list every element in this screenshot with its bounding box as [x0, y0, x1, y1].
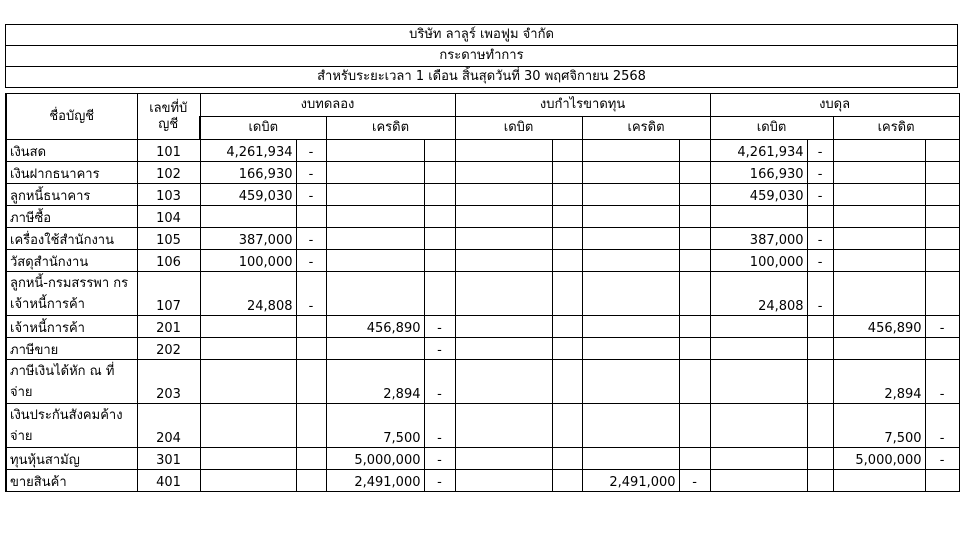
dash-marker [424, 206, 455, 228]
account-code: 202 [137, 338, 200, 360]
dash-marker [679, 316, 710, 338]
amount-bs-dr [710, 470, 807, 492]
table-row [6, 470, 959, 492]
amount-is-cr [582, 162, 679, 184]
amount-tb-dr [200, 360, 296, 404]
dash-marker [679, 184, 710, 206]
dash-marker [679, 162, 710, 184]
header-is-debit: เดบิต [455, 117, 582, 140]
dash-marker [807, 316, 833, 338]
amount-is-dr [455, 206, 552, 228]
dash-marker: - [424, 316, 455, 338]
worksheet-body [6, 140, 959, 492]
amount-is-dr [455, 338, 552, 360]
dash-marker [552, 470, 582, 492]
dash-marker [807, 206, 833, 228]
amount-bs-cr [833, 140, 925, 162]
table-row [6, 250, 959, 272]
amount-is-dr [455, 228, 552, 250]
amount-bs-cr [833, 228, 925, 250]
dash-marker [679, 360, 710, 404]
document-title: กระดาษทำการ [6, 46, 958, 67]
amount-is-dr [455, 162, 552, 184]
amount-bs-dr: 24,808 [710, 272, 807, 316]
dash-marker [552, 272, 582, 316]
amount-is-cr [582, 228, 679, 250]
dash-marker [552, 250, 582, 272]
header-trial-balance: งบทดลอง [200, 94, 455, 117]
header-tb-debit: เดบิต [200, 117, 326, 140]
dash-marker [679, 272, 710, 316]
table-row [6, 272, 959, 316]
account-code: 106 [137, 250, 200, 272]
dash-marker [807, 470, 833, 492]
dash-marker [807, 404, 833, 448]
account-name: ทุนหุ้นสามัญ [6, 448, 137, 470]
amount-bs-cr [833, 338, 925, 360]
account-code: 105 [137, 228, 200, 250]
account-name: ขายสินค้า [6, 470, 137, 492]
dash-marker [679, 206, 710, 228]
dash-marker: - [925, 448, 959, 470]
amount-bs-cr [833, 250, 925, 272]
amount-bs-dr: 4,261,934 [710, 140, 807, 162]
dash-marker [807, 360, 833, 404]
amount-tb-cr [326, 272, 424, 316]
amount-tb-dr: 100,000 [200, 250, 296, 272]
amount-tb-cr [326, 184, 424, 206]
dash-marker [679, 404, 710, 448]
amount-tb-dr [200, 316, 296, 338]
account-name: เงินสด [6, 140, 137, 162]
amount-bs-cr [833, 184, 925, 206]
account-code: 301 [137, 448, 200, 470]
dash-marker: - [424, 360, 455, 404]
dash-marker [552, 162, 582, 184]
amount-tb-cr [326, 250, 424, 272]
table-row [6, 360, 959, 404]
account-name: วัสดุสำนักงาน [6, 250, 137, 272]
dash-marker: - [679, 470, 710, 492]
account-code: 203 [137, 360, 200, 404]
dash-marker [925, 140, 959, 162]
header-account-name: ชื่อบัญชี [6, 94, 137, 140]
dash-marker [807, 448, 833, 470]
dash-marker: - [807, 162, 833, 184]
amount-is-cr [582, 360, 679, 404]
amount-is-cr [582, 316, 679, 338]
account-code: 401 [137, 470, 200, 492]
dash-marker [925, 470, 959, 492]
table-row [6, 316, 959, 338]
amount-is-cr [582, 404, 679, 448]
amount-tb-dr [200, 338, 296, 360]
header-account-no: เลขที่บั ญชี [137, 94, 200, 140]
amount-tb-cr: 5,000,000 [326, 448, 424, 470]
amount-is-cr [582, 250, 679, 272]
amount-bs-dr [710, 448, 807, 470]
amount-is-cr [582, 272, 679, 316]
dash-marker [552, 360, 582, 404]
dash-marker [552, 228, 582, 250]
amount-tb-cr: 7,500 [326, 404, 424, 448]
dash-marker: - [424, 448, 455, 470]
account-name: เครื่องใช้สำนักงาน [6, 228, 137, 250]
dash-marker [925, 228, 959, 250]
amount-tb-cr: 456,890 [326, 316, 424, 338]
amount-bs-dr [710, 360, 807, 404]
dash-marker [925, 250, 959, 272]
dash-marker [424, 162, 455, 184]
header-bs-debit: เดบิต [710, 117, 833, 140]
dash-marker: - [296, 228, 326, 250]
header-is-credit: เครดิต [582, 117, 710, 140]
account-code: 107 [137, 272, 200, 316]
dash-marker [296, 360, 326, 404]
dash-marker [552, 206, 582, 228]
dash-marker [296, 448, 326, 470]
amount-is-cr [582, 206, 679, 228]
dash-marker [552, 404, 582, 448]
amount-tb-dr: 4,261,934 [200, 140, 296, 162]
amount-tb-dr: 24,808 [200, 272, 296, 316]
amount-bs-dr [710, 338, 807, 360]
dash-marker [679, 448, 710, 470]
amount-tb-dr [200, 206, 296, 228]
amount-bs-dr [710, 404, 807, 448]
account-code: 102 [137, 162, 200, 184]
amount-bs-cr: 2,894 [833, 360, 925, 404]
dash-marker [296, 404, 326, 448]
amount-bs-cr: 5,000,000 [833, 448, 925, 470]
dash-marker [424, 272, 455, 316]
amount-tb-cr [326, 228, 424, 250]
dash-marker [552, 140, 582, 162]
dash-marker: - [424, 470, 455, 492]
amount-bs-cr [833, 206, 925, 228]
dash-marker: - [296, 140, 326, 162]
amount-is-dr [455, 272, 552, 316]
dash-marker: - [807, 184, 833, 206]
amount-is-dr [455, 140, 552, 162]
account-name: เงินประกันสังคมค้างจ่าย [6, 404, 137, 448]
amount-bs-cr: 7,500 [833, 404, 925, 448]
dash-marker [552, 184, 582, 206]
amount-bs-cr [833, 272, 925, 316]
amount-bs-dr: 459,030 [710, 184, 807, 206]
dash-marker: - [424, 404, 455, 448]
amount-is-dr [455, 316, 552, 338]
amount-is-dr [455, 404, 552, 448]
amount-is-cr [582, 184, 679, 206]
table-row [6, 184, 959, 206]
account-code: 204 [137, 404, 200, 448]
dash-marker: - [296, 250, 326, 272]
dash-marker [679, 338, 710, 360]
account-name: เจ้าหนี้การค้า [6, 316, 137, 338]
account-code: 101 [137, 140, 200, 162]
amount-bs-cr: 456,890 [833, 316, 925, 338]
dash-marker [679, 228, 710, 250]
account-name: ภาษีขาย [6, 338, 137, 360]
dash-marker [424, 250, 455, 272]
dash-marker [296, 338, 326, 360]
dash-marker [925, 272, 959, 316]
dash-marker: - [296, 162, 326, 184]
header-balance-sheet: งบดุล [710, 94, 959, 117]
dash-marker [679, 250, 710, 272]
amount-tb-cr: 2,491,000 [326, 470, 424, 492]
dash-marker [424, 140, 455, 162]
dash-marker: - [807, 228, 833, 250]
table-row [6, 162, 959, 184]
table-row [6, 228, 959, 250]
dash-marker: - [296, 184, 326, 206]
account-name: เงินฝากธนาคาร [6, 162, 137, 184]
amount-is-dr [455, 448, 552, 470]
amount-bs-dr: 100,000 [710, 250, 807, 272]
dash-marker: - [925, 360, 959, 404]
amount-is-dr [455, 360, 552, 404]
amount-tb-cr [326, 206, 424, 228]
amount-bs-dr [710, 316, 807, 338]
table-row [6, 206, 959, 228]
amount-tb-dr: 459,030 [200, 184, 296, 206]
dash-marker: - [807, 250, 833, 272]
header-income-statement: งบกำไรขาดทุน [455, 94, 710, 117]
dash-marker [925, 162, 959, 184]
title-block [5, 24, 958, 88]
amount-tb-dr [200, 448, 296, 470]
amount-bs-cr [833, 470, 925, 492]
dash-marker: - [807, 140, 833, 162]
account-code: 201 [137, 316, 200, 338]
amount-is-cr [582, 338, 679, 360]
company-name: บริษัท ลาลูร์ เพอฟูม จำกัด [6, 25, 958, 46]
amount-tb-cr [326, 162, 424, 184]
worksheet-table [5, 93, 960, 492]
account-name: ภาษีเงินได้หัก ณ ที่จ่าย [6, 360, 137, 404]
amount-tb-cr [326, 140, 424, 162]
amount-tb-dr [200, 404, 296, 448]
dash-marker [679, 140, 710, 162]
dash-marker [552, 316, 582, 338]
dash-marker [925, 184, 959, 206]
amount-bs-dr [710, 206, 807, 228]
dash-marker [552, 448, 582, 470]
dash-marker [296, 206, 326, 228]
dash-marker [424, 184, 455, 206]
dash-marker: - [424, 338, 455, 360]
amount-bs-cr [833, 162, 925, 184]
amount-is-cr [582, 140, 679, 162]
table-row [6, 338, 959, 360]
amount-is-cr: 2,491,000 [582, 470, 679, 492]
amount-bs-dr: 166,930 [710, 162, 807, 184]
account-name: ลูกหนี้ธนาคาร [6, 184, 137, 206]
account-code: 104 [137, 206, 200, 228]
table-row [6, 140, 959, 162]
amount-tb-dr: 166,930 [200, 162, 296, 184]
dash-marker [807, 338, 833, 360]
amount-tb-cr [326, 338, 424, 360]
dash-marker [552, 338, 582, 360]
header-bs-credit: เครดิต [833, 117, 959, 140]
period-title: สำหรับระยะเวลา 1 เดือน สิ้นสุดวันที่ 30 พฤศจิกายน 2568 [6, 67, 958, 88]
amount-is-cr [582, 448, 679, 470]
amount-tb-dr: 387,000 [200, 228, 296, 250]
table-row [6, 448, 959, 470]
dash-marker: - [807, 272, 833, 316]
dash-marker: - [925, 404, 959, 448]
amount-tb-dr [200, 470, 296, 492]
dash-marker [925, 206, 959, 228]
dash-marker [296, 470, 326, 492]
amount-is-dr [455, 184, 552, 206]
dash-marker [296, 316, 326, 338]
amount-is-dr [455, 470, 552, 492]
dash-marker: - [925, 316, 959, 338]
account-name: ภาษีซื้อ [6, 206, 137, 228]
amount-tb-cr: 2,894 [326, 360, 424, 404]
table-row [6, 404, 959, 448]
amount-is-dr [455, 250, 552, 272]
account-name: ลูกหนี้-กรมสรรพา กรเจ้าหนี้การค้า [6, 272, 137, 316]
dash-marker [925, 338, 959, 360]
amount-bs-dr: 387,000 [710, 228, 807, 250]
dash-marker [424, 228, 455, 250]
header-tb-credit: เครดิต [326, 117, 455, 140]
account-code: 103 [137, 184, 200, 206]
dash-marker: - [296, 272, 326, 316]
